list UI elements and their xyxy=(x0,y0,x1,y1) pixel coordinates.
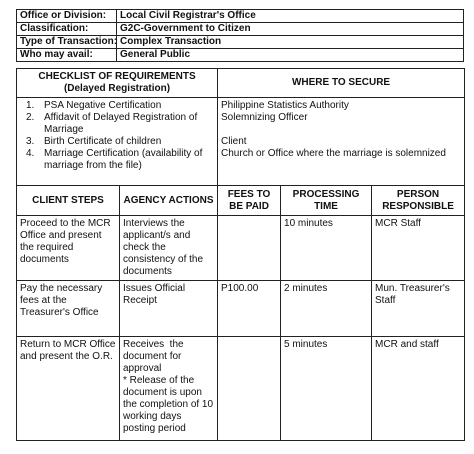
source-line: Client xyxy=(221,136,247,147)
client-step: Proceed to the MCR Office and present the required documents xyxy=(17,216,120,281)
requirement-item xyxy=(20,112,214,136)
info-row-transaction-type xyxy=(17,36,464,49)
info-label: Type of Transaction: xyxy=(17,36,117,49)
agency-action: Issues Official Receipt xyxy=(120,281,218,337)
requirements-list xyxy=(20,100,214,172)
requirement-text: Birth Certificate of children xyxy=(44,136,162,147)
client-steps-header: CLIENT STEPS xyxy=(17,186,120,216)
checklist-header-row xyxy=(17,69,465,98)
info-value: General Public xyxy=(117,49,464,62)
info-row-office xyxy=(17,10,464,23)
info-row-classification xyxy=(17,23,464,36)
requirement-number: 1. xyxy=(26,100,35,111)
checklist-requirements-header: CHECKLIST OF REQUIREMENTS (Delayed Registration) xyxy=(17,69,218,98)
fee xyxy=(218,337,281,441)
steps-header-row xyxy=(17,186,465,216)
fees-header: FEES TO BE PAID xyxy=(218,186,281,216)
requirements-list-cell xyxy=(17,98,218,186)
table-row xyxy=(17,216,465,281)
person-responsible: Mun. Treasurer's Staff xyxy=(372,281,465,337)
info-row-who-may-avail xyxy=(17,49,464,62)
table-row xyxy=(17,337,465,441)
requirement-number: 4. xyxy=(26,148,35,159)
source-line: Church or Office where the marriage is solemnized xyxy=(221,148,446,159)
info-value: Local Civil Registrar's Office xyxy=(117,10,464,23)
source-line: Philippine Statistics Authority xyxy=(221,100,349,111)
sources-cell xyxy=(218,98,465,186)
requirement-item xyxy=(20,136,214,148)
agency-action: Interviews the applicant/s and check the consistency of the documents xyxy=(120,216,218,281)
processing-time: 10 minutes xyxy=(281,216,372,281)
requirement-text: Affidavit of Delayed Registration of Marriage xyxy=(44,112,198,135)
person-responsible: MCR and staff xyxy=(372,337,465,441)
info-label: Classification: xyxy=(17,23,117,36)
table-row xyxy=(17,281,465,337)
fee: P100.00 xyxy=(218,281,281,337)
where-to-secure-header: WHERE TO SECURE xyxy=(218,69,465,98)
source-line xyxy=(221,124,461,136)
requirement-text: Marriage Certification (availability of marriage from the file) xyxy=(44,148,203,171)
requirement-number: 2. xyxy=(26,112,35,123)
requirement-number: 3. xyxy=(26,136,35,147)
client-step: Return to MCR Office and present the O.R. xyxy=(17,337,120,441)
fee xyxy=(218,216,281,281)
requirement-item xyxy=(20,100,214,112)
source-line: Solemnizing Officer xyxy=(221,112,308,123)
requirement-text: PSA Negative Certification xyxy=(44,100,162,111)
agency-actions-header: AGENCY ACTIONS xyxy=(120,186,218,216)
person-responsible-header: PERSON RESPONSIBLE xyxy=(372,186,465,216)
requirements-and-steps-table xyxy=(16,68,465,441)
agency-action: Receives the document for approval * Release of the document is upon the completion of 10 working days posting period xyxy=(120,337,218,441)
info-value: G2C-Government to Citizen xyxy=(117,23,464,36)
processing-time: 5 minutes xyxy=(281,337,372,441)
service-info-table xyxy=(16,9,464,62)
info-label: Office or Division: xyxy=(17,10,117,23)
processing-time-header: PROCESSING TIME xyxy=(281,186,372,216)
info-value: Complex Transaction xyxy=(117,36,464,49)
processing-time: 2 minutes xyxy=(281,281,372,337)
info-label: Who may avail: xyxy=(17,49,117,62)
requirement-item xyxy=(20,148,214,172)
checklist-body-row xyxy=(17,98,465,186)
client-step: Pay the necessary fees at the Treasurer's Office xyxy=(17,281,120,337)
person-responsible: MCR Staff xyxy=(372,216,465,281)
